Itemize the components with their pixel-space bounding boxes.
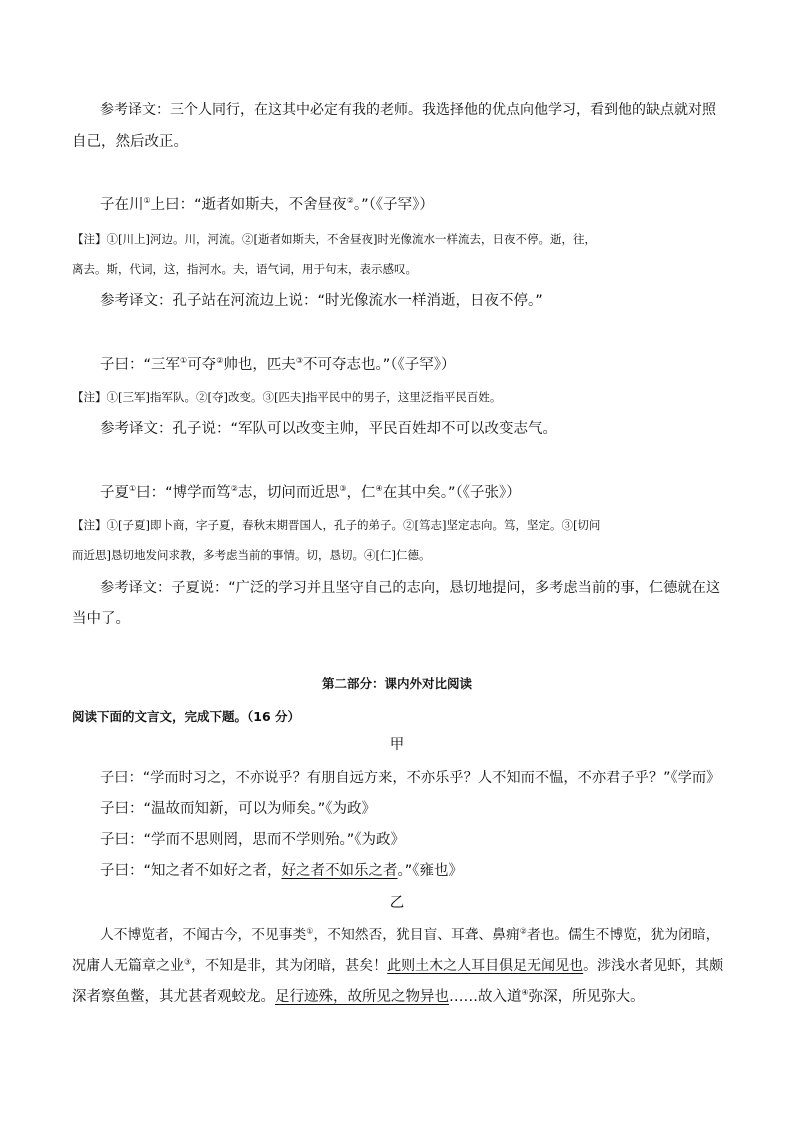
quote-4-part: 在其中矣。”（《子张》） [382,485,521,501]
note-2-line-1: 【注】①[川上]河边。川，河流。②[逝者如斯夫，不舍昼夜]时光像流水一样流去，日夜不停。逝，往， [72,232,596,246]
passage-yi-text: 深者察鱼鳖，其尤甚者观蛟龙。 [72,989,275,1005]
passage-yi-text: 况庸人无篇章之业 [72,958,184,974]
passage-jia-text: 子曰：“知之者不如好之者， [100,863,282,879]
part-2-instruction: 阅读下面的文言文，完成下题。（16 分） [72,709,300,724]
quote-2 [100,194,724,216]
footnote-marker: ① [180,356,188,366]
quote-4-part: 子夏 [100,485,129,501]
passage-yi-line-3 [72,986,724,1008]
quote-3-part: 不可夺志也。”（《子罕》） [303,357,456,373]
note-4-line-2: 而近思]恳切地发问求教，多考虑当前的事情。切，恳切。④[仁]仁德。 [72,548,431,562]
passage-yi-text: 。涉浅水者见虾，其颇 [583,958,724,974]
passage-jia-label: 甲 [389,737,405,753]
underlined-sentence: 足行迹殊，故所见之物异也 [275,989,449,1005]
quote-4-part: 志，切问而近思 [237,485,340,501]
quote-3-part: 子曰：“三军 [100,357,181,373]
footnote-marker: ① [143,196,151,206]
part-2-heading: 第二部分：课内外对比阅读 [321,676,472,691]
footnote-marker: ④ [521,988,529,998]
translation-1-line-1: 参考译文：三个人同行，在这其中必定有我的老师。我选择他的优点向他学习，看到他的缺点就对照 [100,102,716,118]
translation-4-line-1: 参考译文：子夏说：“广泛的学习并且坚守自己的志向，恳切地提问，多考虑当前的事，仁德就在这 [100,580,721,596]
note-2-line-2: 离去。斯，代词，这，指河水。夫，语气词，用于句末，表示感叹。 [72,262,417,276]
quote-3-part: 可夺 [187,357,217,373]
underlined-sentence: 此则土木之人耳目俱足无闻见也 [387,958,584,974]
translation-1-line-2: 自己，然后改正。 [72,134,188,150]
passage-yi-line-2 [72,955,724,977]
quote-2-part: 。”（《子罕》） [353,197,434,213]
passage-yi-text: 人不博览者，不闻古今，不见事类 [100,927,307,943]
footnote-marker: ① [306,926,314,936]
footnote-marker: ③ [339,484,347,494]
footnote-marker: ② [216,356,224,366]
quote-3 [100,354,724,376]
footnote-marker: ④ [375,484,383,494]
passage-yi-text: 者也。儒生不博览，犹为闭暗， [526,927,720,943]
passage-yi-text: 弥深，所见弥大。 [528,989,645,1005]
passage-yi-text: ……故入道 [449,989,522,1005]
quote-4-part: 曰：“博学而笃 [136,485,231,501]
passage-jia-line-2: 子曰：“温故而知新，可以为师矣。”《为政》 [100,801,377,817]
note-4-line-1: 【注】①[子夏]即卜商，字子夏，春秋末期晋国人，孔子的弟子。②[笃志]坚定志向。笃，坚定。③[切问 [72,518,601,532]
translation-2: 参考译文：孔子站在河流边上说：“时光像流水一样消逝，日夜不停。” [100,293,543,309]
footnote-marker: ③ [295,356,304,366]
footnote-marker: ② [519,926,527,936]
passage-jia-line-3: 子曰：“学而不思则罔，思而不学则殆。”《为政》 [100,832,406,848]
passage-yi-text: ，不知然否，犹目盲、耳聋、鼻痈 [313,927,520,943]
quote-3-part: 帅也，匹夫 [223,357,296,373]
footnote-marker: ② [230,484,238,494]
note-3: 【注】①[三军]指军队。②[夺]改变。③[匹夫]指平民中的男子，这里泛指平民百姓。 [72,390,502,404]
footnote-marker: ② [346,196,354,206]
passage-jia-line-4 [100,860,724,882]
passage-yi-text: ，不知是非，其为闭暗，甚矣！ [191,958,388,974]
passage-jia-line-1: 子曰：“学而时习之，不亦说乎？有朋自远方来，不亦乐乎？人不知而不愠，不亦君子乎？”《学而》 [100,770,721,786]
translation-4-line-2: 当中了。 [72,611,130,627]
quote-2-part: 上曰：“逝者如斯夫，不舍昼夜 [150,197,347,213]
quote-2-part: 子在川 [100,197,144,213]
quote-4-part: ，仁 [346,485,376,501]
underlined-sentence: 好之者不如乐之者 [281,863,398,879]
footnote-marker: ③ [184,957,192,967]
passage-yi-line-1 [100,924,724,946]
quote-4 [100,482,724,504]
passage-jia-text: 。”《雍也》 [397,863,464,879]
footnote-marker: ① [129,484,137,494]
translation-3: 参考译文：孔子说：“军队可以改变主帅，平民百姓却不可以改变志气。 [100,421,558,437]
passage-yi-label: 乙 [389,895,405,911]
